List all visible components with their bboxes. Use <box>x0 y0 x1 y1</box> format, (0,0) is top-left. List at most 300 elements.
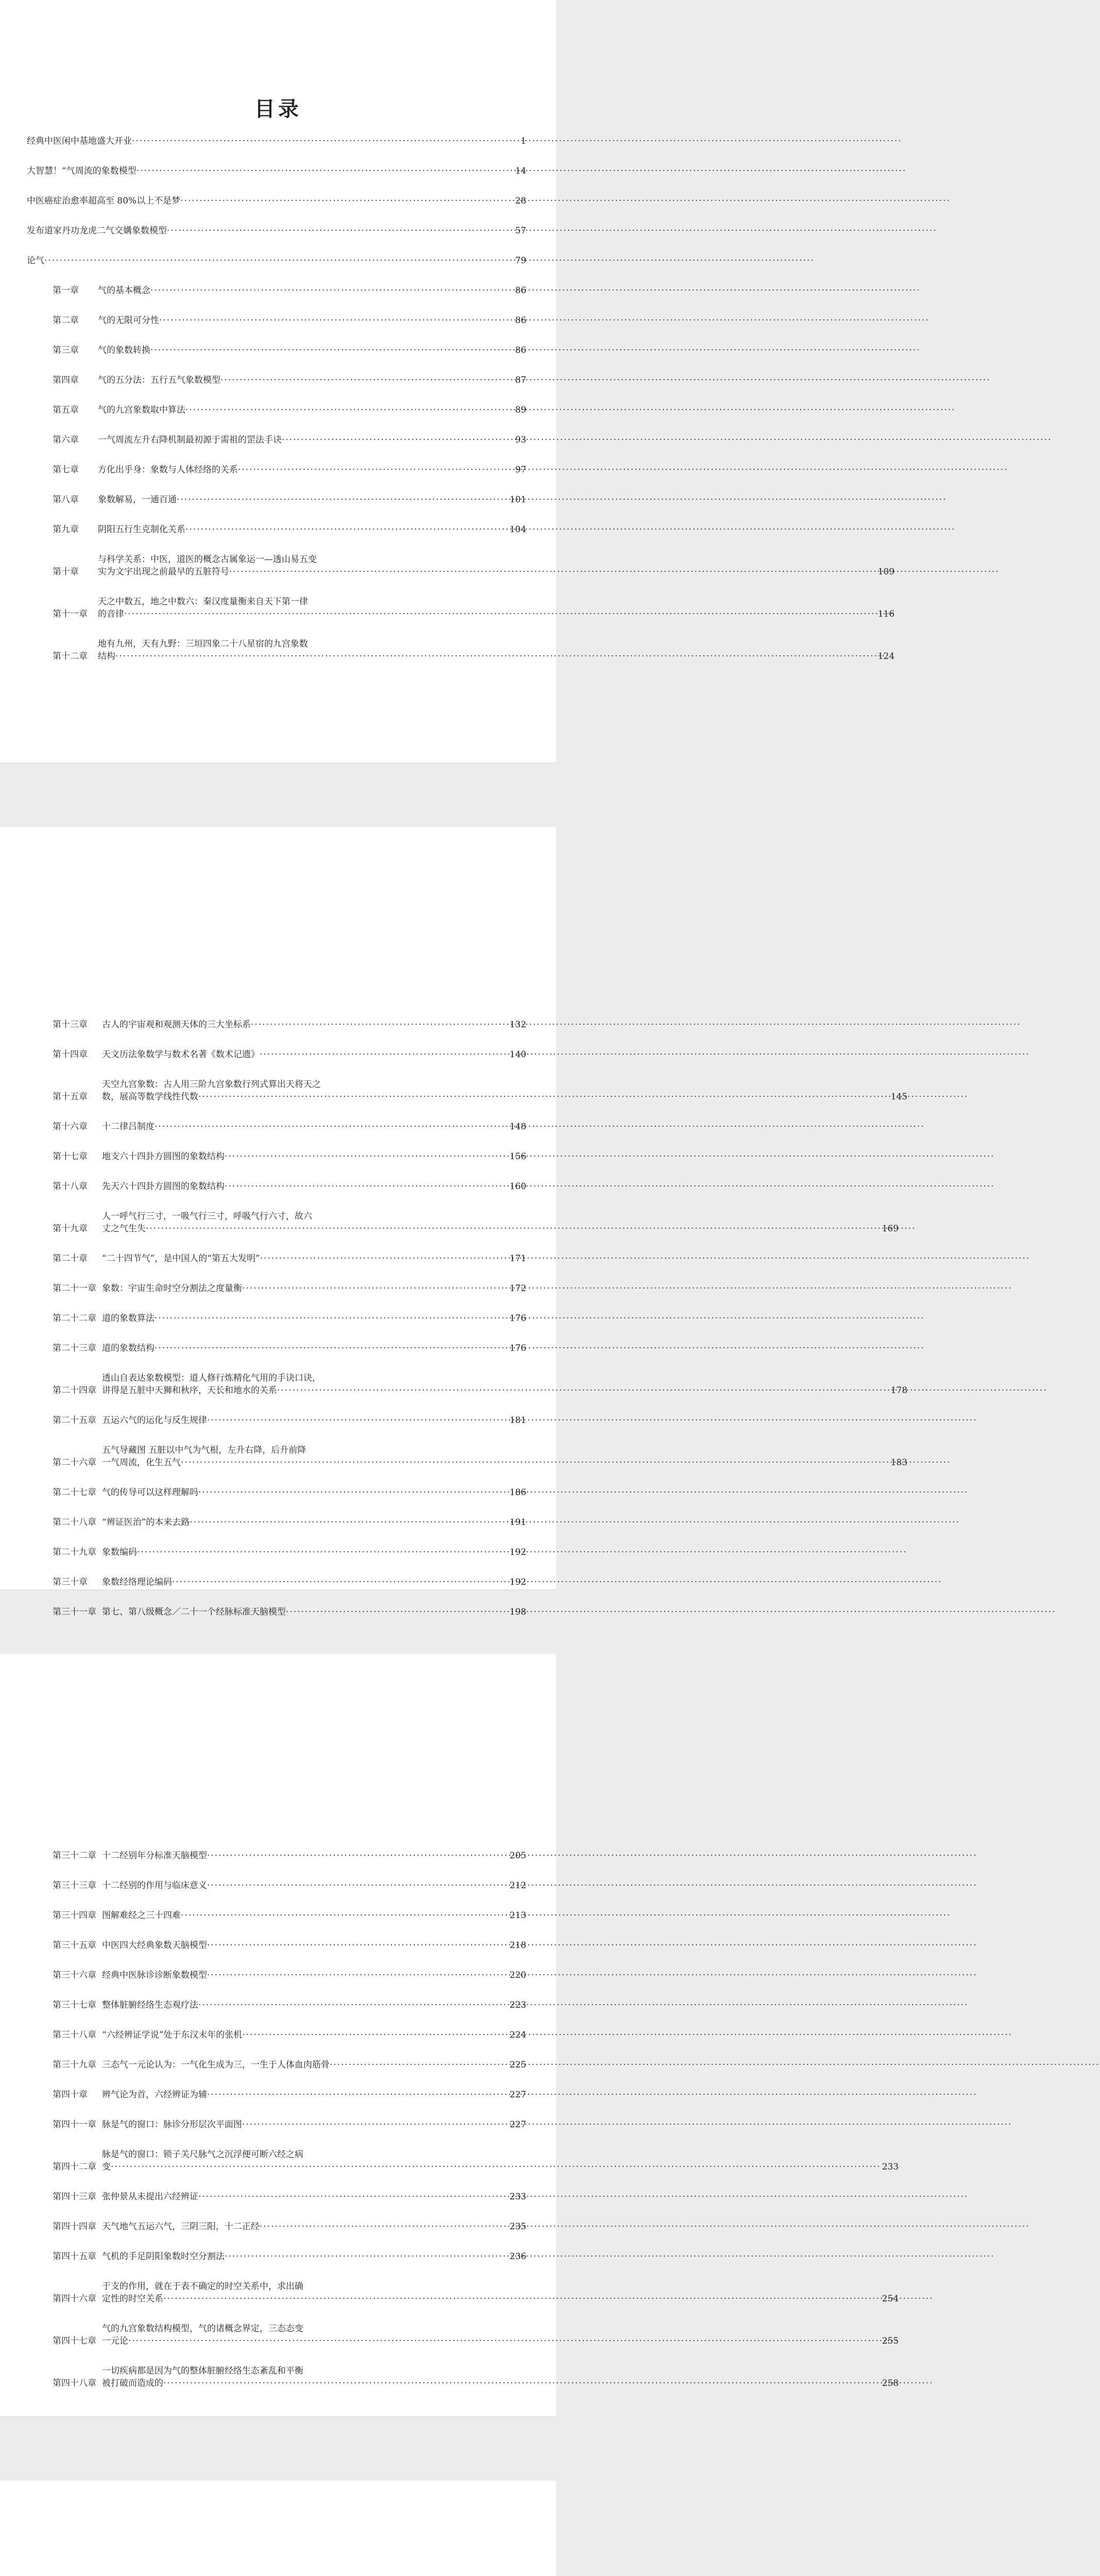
leader-dots <box>198 1486 509 1499</box>
toc-entry <box>27 1909 526 1922</box>
chapter-number: 第三十章 <box>53 1577 88 1587</box>
page-number: 86 <box>515 345 526 355</box>
chapter-number: 第二十三章 <box>53 1343 96 1353</box>
toc-entry <box>27 344 526 357</box>
leader-dots <box>207 1850 509 1862</box>
toc-entry-label: 气的传导可以这样理解吗 <box>102 1487 198 1498</box>
page-number: 255 <box>882 2336 899 2346</box>
leader-dots <box>207 1879 509 1892</box>
toc-entry-line: 变 <box>102 2162 111 2172</box>
toc-entry-label: 气的五分法：五行五气象数模型 <box>98 375 220 385</box>
page-number: 258 <box>882 2378 899 2388</box>
chapter-number: 第二十七章 <box>53 1487 96 1498</box>
chapter-number: 第十九章 <box>53 1224 88 1234</box>
chapter-number: 第三十六章 <box>53 1970 96 1980</box>
toc-entry-label: 古人的宇宙观和观测天体的三大坐标系 <box>102 1020 251 1030</box>
leader-dots <box>177 494 509 506</box>
leader-dots <box>198 1091 890 1103</box>
toc-entry <box>27 2323 899 2347</box>
page-number: 254 <box>882 2294 899 2304</box>
page-number: 14 <box>515 166 526 176</box>
toc-entry-text <box>102 2280 899 2305</box>
toc-entry-label: 十二经别的作用与临床意义 <box>102 1880 207 1891</box>
page-number: 57 <box>515 226 526 236</box>
toc-entry <box>27 1486 526 1499</box>
chapter-number: 第二十章 <box>53 1253 88 1264</box>
toc-entry <box>27 1210 899 1235</box>
toc-entry <box>27 2280 899 2305</box>
toc-entry-line: 透山自表达象数模型：道人修行炼精化气用的手诀口诀， <box>102 1373 321 1383</box>
leader-dots <box>260 1252 509 1265</box>
page-number: 225 <box>509 2060 526 2070</box>
toc-entry <box>27 1969 526 1981</box>
leader-dots <box>207 1939 509 1952</box>
toc-entry-line-row <box>102 2377 899 2389</box>
toc-entry-label: 中医癌症治愈率超高至 80%以上不是梦 <box>27 196 181 206</box>
toc-entry <box>27 1939 526 1952</box>
page-number: 148 <box>509 1122 526 1132</box>
leader-dots <box>124 608 877 620</box>
toc-entry <box>27 1606 526 1618</box>
page-number: 233 <box>882 2162 899 2172</box>
leader-dots <box>150 284 514 297</box>
toc-entry-line: 天空九宫象数：古人用三阶九宫象数行列式算出天将天之 <box>102 1079 321 1090</box>
leader-dots <box>146 1223 881 1235</box>
toc-entry-label: 十二律吕制度 <box>102 1122 154 1132</box>
toc-entry-label: 经典中医脉诊诊断象数模型 <box>102 1970 207 1980</box>
leader-dots <box>137 1546 509 1558</box>
toc-entry <box>27 464 526 476</box>
toc-entry-label: 天文历法象数学与数术名著《数术记遗》 <box>102 1049 260 1060</box>
toc-entry-line-row <box>102 1091 907 1103</box>
page-number: 172 <box>509 1283 526 1294</box>
leader-dots <box>225 1150 509 1163</box>
page-number: 218 <box>509 1940 526 1951</box>
toc-entry-line-row <box>102 2293 899 2305</box>
toc-page-1 <box>0 0 895 762</box>
toc-entry-line: 实为文宇出现之前最早的五脏符号 <box>98 567 229 577</box>
toc-entry-text <box>98 596 895 620</box>
chapter-number: 第十一章 <box>53 609 88 619</box>
toc-entry-label: 气的基本概念 <box>98 285 150 296</box>
chapter-number: 第十三章 <box>53 1020 88 1030</box>
leader-dots <box>115 650 877 663</box>
toc-entry-label: 气的无限可分性 <box>98 315 159 326</box>
chapter-number: 第六章 <box>53 435 79 445</box>
leader-dots <box>111 2161 881 2173</box>
chapter-number: 第三十三章 <box>53 1880 96 1891</box>
leader-dots <box>190 1516 508 1529</box>
page-number: 145 <box>890 1092 908 1102</box>
leader-dots <box>260 2221 509 2233</box>
page-number: 101 <box>509 495 526 505</box>
toc-entry-line: 地有九州，天有九野：三垣四象二十八星宿的九宫象数 <box>98 639 308 649</box>
toc-entry <box>27 434 526 446</box>
toc-entry-label: 象数经络理论编码 <box>102 1577 172 1587</box>
chapter-number: 第三章 <box>53 345 79 355</box>
toc-entry-label: 道的象数结构 <box>102 1343 154 1353</box>
toc-entry <box>27 374 526 386</box>
toc-entry <box>27 1444 908 1469</box>
chapter-number: 第二十五章 <box>53 1415 96 1426</box>
toc-entry-label: 整体脏腑经络生态观疗法 <box>102 2000 198 2010</box>
toc-entry-label: 发布道家丹功龙虎二气交媾象数模型 <box>27 226 167 236</box>
toc-entry-line: 被打破而造成的 <box>102 2378 163 2388</box>
toc-entry-label: 中医四大经典象数天脑模型 <box>102 1940 207 1951</box>
toc-entry <box>27 1516 526 1529</box>
toc-entry-label: 论气 <box>27 256 44 266</box>
chapter-number: 第三十二章 <box>53 1851 96 1861</box>
page-number: 192 <box>509 1547 526 1557</box>
chapter-number: 第七章 <box>53 465 79 475</box>
toc-entry-line-row <box>98 608 895 620</box>
chapter-number: 第二十八章 <box>53 1517 96 1528</box>
toc-entry-line: 定性的时空关系 <box>102 2294 163 2304</box>
toc-entry <box>27 284 526 297</box>
page-number: 109 <box>878 567 895 577</box>
page-number: 224 <box>509 2030 526 2040</box>
toc-entry-text <box>102 1444 907 1469</box>
leader-dots <box>229 566 877 578</box>
leader-dots <box>207 2089 509 2101</box>
toc-entry <box>27 2029 526 2041</box>
toc-entry <box>27 1078 908 1103</box>
page-number: 171 <box>509 1253 526 1264</box>
chapter-number: 第二十六章 <box>53 1458 96 1468</box>
toc-list-2 <box>27 1019 908 1636</box>
page-number: 28 <box>515 196 526 206</box>
leader-dots <box>282 434 514 446</box>
toc-entry <box>27 523 526 536</box>
toc-entry <box>27 195 526 207</box>
chapter-number: 第四十八章 <box>53 2378 96 2388</box>
page-number: 223 <box>509 2000 526 2010</box>
toc-entry-label: 道的象数算法 <box>102 1313 154 1324</box>
chapter-number: 第十七章 <box>53 1151 88 1162</box>
leader-dots <box>242 2029 508 2041</box>
leader-dots <box>185 404 514 416</box>
page-number: 198 <box>509 1607 526 1617</box>
leader-dots <box>242 2119 509 2131</box>
toc-entry-line-row <box>102 1223 899 1235</box>
toc-entry-text <box>102 2365 899 2389</box>
toc-entry-label: 象数解易，一通百通 <box>98 495 177 505</box>
toc-entry-label: 方化出乎身：象数与人体经络的关系 <box>98 465 238 475</box>
toc-entry-line: 五气导藏图 五脏以中气为气根，左升右降，后升前降 <box>102 1445 306 1455</box>
toc-entry <box>27 1282 526 1295</box>
leader-dots <box>181 1909 509 1922</box>
page-number: 235 <box>509 2222 526 2232</box>
page-number: 89 <box>515 405 526 415</box>
toc-entry <box>27 314 526 327</box>
toc-entry <box>27 596 895 620</box>
leader-dots <box>198 1999 509 2011</box>
toc-entry-label: 气的九宫象数取中算法 <box>98 405 185 415</box>
toc-page-2 <box>0 827 908 1617</box>
toc-entry-line: 的音律 <box>98 609 124 619</box>
toc-entry-label: 一气周流左升右降机制最初源于需祖的罡法手诀 <box>98 435 282 445</box>
toc-entry-label: 天气地气五运六气，三阴三阳，十二正经 <box>102 2222 260 2232</box>
page-number: 181 <box>509 1415 526 1426</box>
page-number: 236 <box>509 2251 526 2262</box>
toc-entry-label: 辨气论为首，六经辨证为辅 <box>102 2090 207 2100</box>
toc-page-3 <box>0 1654 899 2416</box>
toc-entry <box>27 1879 526 1892</box>
page-number: 1 <box>521 136 526 146</box>
toc-entry-label: “六经辨证学说”处于东汉末年的张机 <box>102 2030 243 2040</box>
toc-entry <box>27 1150 526 1163</box>
toc-entry-line: 脉是气的窗口：锁子关尺脉气之沉浮便可断六经之病 <box>102 2149 303 2160</box>
page-number: 205 <box>509 1851 526 1861</box>
leader-dots <box>251 1019 509 1031</box>
toc-entry-label: 阴阳五行生克制化关系 <box>98 524 185 535</box>
toc-entry-line-row <box>102 1384 907 1397</box>
page-number: 213 <box>509 1910 526 1921</box>
toc-entry-text <box>102 2323 899 2347</box>
toc-entry-line: 结构 <box>98 651 115 662</box>
toc-entry <box>27 2191 526 2203</box>
page-number: 183 <box>890 1458 908 1468</box>
page-number: 227 <box>509 2090 526 2100</box>
toc-page-4 <box>0 2481 556 2576</box>
page-number: 160 <box>509 1181 526 1192</box>
page-number: 79 <box>515 256 526 266</box>
toc-entry <box>27 225 526 237</box>
page-number: 176 <box>509 1313 526 1324</box>
toc-entry <box>27 1019 526 1031</box>
page-number: 233 <box>509 2192 526 2202</box>
toc-entry-label: 象数编码 <box>102 1547 137 1557</box>
chapter-number: 第十章 <box>53 567 79 577</box>
chapter-number: 第十六章 <box>53 1122 88 1132</box>
toc-entry-label: 张仲景从未提出六经辨证 <box>102 2192 198 2202</box>
toc-entry-line-row <box>98 650 895 663</box>
leader-dots <box>207 1969 509 1981</box>
chapter-number: 第四十章 <box>53 2090 88 2100</box>
toc-entry <box>27 638 895 663</box>
toc-entry-line: 讲得是五脏中天狮和秋序，天长和地水的关系 <box>102 1385 277 1396</box>
toc-entry-line-row <box>102 1456 907 1469</box>
toc-entry <box>27 404 526 416</box>
toc-list-3 <box>27 1850 899 2407</box>
chapter-number: 第三十九章 <box>53 2060 96 2070</box>
toc-entry-label: 象数：宇宙生命时空分割法之度量衡 <box>102 1283 242 1294</box>
chapter-number: 第八章 <box>53 495 79 505</box>
toc-entry-line: 丈之气生失 <box>102 1224 146 1234</box>
page-number: 178 <box>890 1385 908 1396</box>
leader-dots <box>180 195 514 207</box>
toc-entry <box>27 135 526 147</box>
leader-dots <box>154 1312 509 1325</box>
page-number: 227 <box>509 2120 526 2130</box>
page-title: 目录 <box>254 97 302 121</box>
page-number: 86 <box>515 315 526 326</box>
toc-entry-line: 一气周流，化生五气 <box>102 1458 181 1468</box>
leader-dots <box>154 1342 509 1354</box>
toc-entry-label: 脉是气的窗口：脉诊分形层次平面图 <box>102 2120 242 2130</box>
toc-entry-label: 图解难经之三十四难 <box>102 1910 181 1921</box>
toc-entry-text <box>102 1210 899 1235</box>
leader-dots <box>238 464 514 476</box>
toc-entry <box>27 2250 526 2263</box>
toc-entry-line-row <box>102 2161 899 2173</box>
toc-entry <box>27 1414 526 1427</box>
leader-dots <box>132 135 520 147</box>
toc-entry <box>27 2059 526 2071</box>
toc-entry <box>27 1252 526 1265</box>
leader-dots <box>277 1384 890 1397</box>
chapter-number: 第二章 <box>53 315 79 326</box>
leader-dots <box>128 2335 881 2347</box>
toc-entry-label: 大智慧！“气周流的象数模型 <box>27 166 136 176</box>
leader-dots <box>181 1456 890 1469</box>
page-number: 93 <box>515 435 526 445</box>
toc-entry <box>27 1121 526 1133</box>
page-number: 124 <box>878 651 895 662</box>
toc-entry <box>27 255 526 267</box>
chapter-number: 第三十七章 <box>53 2000 96 2010</box>
toc-entry-line-row <box>98 566 895 578</box>
chapter-number: 第二十九章 <box>53 1547 96 1557</box>
leader-dots <box>242 1282 509 1295</box>
chapter-number: 第三十八章 <box>53 2030 96 2040</box>
toc-entry-label: 气机的手足阴阳象数时空分割法 <box>102 2251 225 2262</box>
toc-entry-label: 气的象数转换 <box>98 345 150 355</box>
page-number: 176 <box>509 1343 526 1353</box>
page-number: 104 <box>509 524 526 535</box>
toc-entry <box>27 1342 526 1354</box>
chapter-number: 第一章 <box>53 285 79 296</box>
toc-entry-label: “辨证医治”的本来去路 <box>102 1517 190 1528</box>
leader-dots <box>167 225 514 237</box>
leader-dots <box>225 2250 509 2263</box>
leader-dots <box>163 2293 881 2305</box>
toc-entry <box>27 2148 899 2173</box>
leader-dots <box>154 1121 509 1133</box>
toc-entry-label: 第七、第八级概念／二十一个经脉标准天脑模型 <box>102 1607 286 1617</box>
leader-dots <box>44 255 514 267</box>
toc-entry <box>27 1372 908 1397</box>
toc-entry-text <box>98 553 895 578</box>
chapter-number: 第三十四章 <box>53 1910 96 1921</box>
page-number: 192 <box>509 1577 526 1587</box>
toc-entry <box>27 1546 526 1558</box>
leader-dots <box>198 2191 509 2203</box>
leader-dots <box>163 2377 881 2389</box>
chapter-number: 第九章 <box>53 524 79 535</box>
toc-entry-line: 人一呼气行三寸，一吸气行三寸，呼吸气行六寸，故六 <box>102 1211 312 1222</box>
toc-entry-text <box>102 1078 907 1103</box>
leader-dots <box>185 523 509 536</box>
toc-entry <box>27 2089 526 2101</box>
leader-dots <box>260 1048 509 1061</box>
chapter-number: 第四十七章 <box>53 2336 96 2346</box>
chapter-number: 第十五章 <box>53 1092 88 1102</box>
toc-entry <box>27 2221 526 2233</box>
page-number: 156 <box>509 1151 526 1162</box>
page-number: 116 <box>878 609 895 619</box>
toc-entry-label: “二十四节气”，是中国人的“第五大发明” <box>102 1253 260 1264</box>
page-number: 97 <box>515 465 526 475</box>
toc-list-1 <box>27 135 895 680</box>
chapter-number: 第四十五章 <box>53 2251 96 2262</box>
toc-entry <box>27 553 895 578</box>
toc-entry <box>27 494 526 506</box>
leader-dots <box>150 344 514 357</box>
toc-entry-line: 一切疾病都是因为气的整体脏腑经络生态紊乱和平衡 <box>102 2366 303 2376</box>
toc-entry <box>27 1576 526 1588</box>
toc-entry-label: 经典中医闲中基地盛大开业 <box>27 136 132 146</box>
toc-entry-label: 先天六十四卦方圆图的象数结构 <box>102 1181 225 1192</box>
toc-entry <box>27 165 526 177</box>
toc-entry <box>27 1180 526 1193</box>
chapter-number: 第四章 <box>53 375 79 385</box>
toc-entry-line: 数，展高等数学线性代数 <box>102 1092 198 1102</box>
chapter-number: 第四十一章 <box>53 2120 96 2130</box>
page-number: 132 <box>509 1020 526 1030</box>
chapter-number: 第十四章 <box>53 1049 88 1060</box>
leader-dots <box>207 1414 509 1427</box>
leader-dots <box>225 1180 509 1193</box>
toc-entry-text <box>98 638 895 663</box>
toc-entry-label: 地支六十四卦方圆图的象数结构 <box>102 1151 225 1162</box>
page-number: 87 <box>515 375 526 385</box>
chapter-number: 第四十二章 <box>53 2162 96 2172</box>
toc-entry-line: 天之中数五，地之中数六：秦汉度量衡来自天下第一律 <box>98 597 308 607</box>
toc-entry-line: 一元论 <box>102 2336 128 2346</box>
page-number: 186 <box>509 1487 526 1498</box>
leader-dots <box>286 1606 509 1618</box>
chapter-number: 第二十一章 <box>53 1283 96 1294</box>
toc-entry-label: 十二经别年分标准天脑模型 <box>102 1851 207 1861</box>
chapter-number: 第二十二章 <box>53 1313 96 1324</box>
chapter-number: 第四十六章 <box>53 2294 96 2304</box>
toc-entry-text <box>102 1372 907 1397</box>
toc-entry-line: 与科学关系：中医，道医的概念古属象运一—透山易五变 <box>98 554 317 565</box>
chapter-number: 第五章 <box>53 405 79 415</box>
toc-entry <box>27 1048 526 1061</box>
toc-entry-label: 三态气一元论认为：一气化生成为三，一生于人体血肉筋骨 <box>102 2060 330 2070</box>
leader-dots <box>136 165 514 177</box>
leader-dots <box>330 2059 509 2071</box>
toc-entry <box>27 1850 526 1862</box>
page-number: 140 <box>509 1049 526 1060</box>
chapter-number: 第二十四章 <box>53 1385 96 1396</box>
toc-entry <box>27 2119 526 2131</box>
chapter-number: 第三十五章 <box>53 1940 96 1951</box>
toc-entry-text <box>102 2148 899 2173</box>
leader-dots <box>172 1576 509 1588</box>
page-number: 220 <box>509 1970 526 1980</box>
chapter-number: 第十二章 <box>53 651 88 662</box>
toc-entry <box>27 1312 526 1325</box>
page-number: 86 <box>515 285 526 296</box>
chapter-number: 第十八章 <box>53 1181 88 1192</box>
page-number: 191 <box>509 1517 526 1528</box>
leader-dots <box>220 374 514 386</box>
toc-entry <box>27 2365 899 2389</box>
page-number: 169 <box>882 1224 899 1234</box>
toc-entry <box>27 1999 526 2011</box>
leader-dots <box>159 314 514 327</box>
toc-entry-line-row <box>102 2335 899 2347</box>
toc-entry-label: 五运六气的运化与反生规律 <box>102 1415 207 1426</box>
chapter-number: 第四十三章 <box>53 2192 96 2202</box>
chapter-number: 第三十一章 <box>53 1607 96 1617</box>
toc-entry-line: 于支的作用，就在于表不确定的时空关系中，求出确 <box>102 2281 303 2292</box>
toc-entry-line: 气的九宫象数结构模型，气的诸概念界定，三态态变 <box>102 2324 303 2334</box>
page-number: 212 <box>509 1880 526 1891</box>
